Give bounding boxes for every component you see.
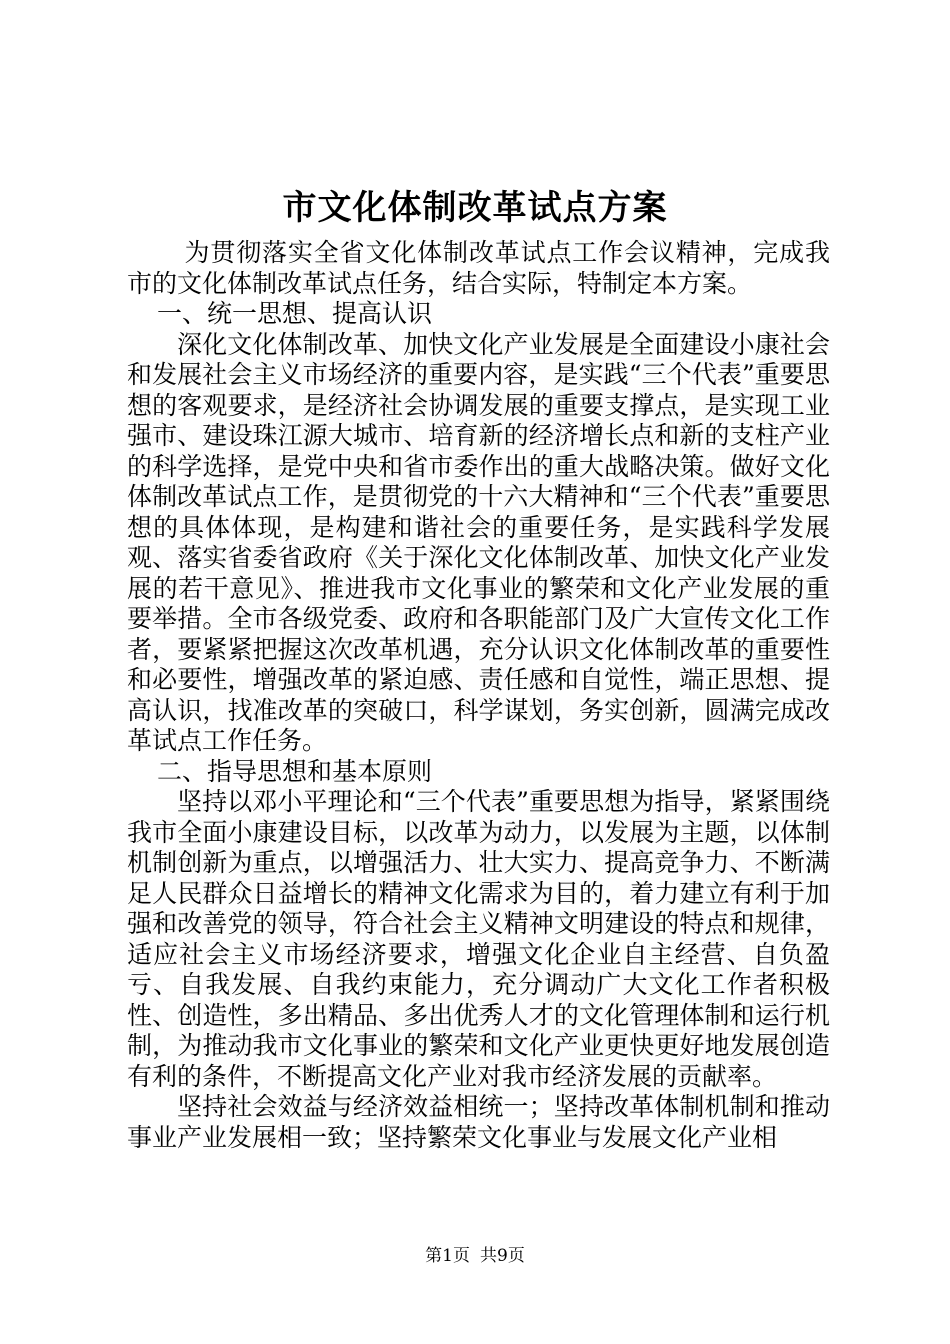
document-title: 市文化体制改革试点方案 bbox=[282, 188, 668, 228]
page-number: 第1页 bbox=[425, 1246, 470, 1266]
paragraph-principles: 坚持社会效益与经济效益相统一；坚持改革体制机制和推动事业产业发展相一致；坚持繁荣文化事业与发展文化产业相 bbox=[127, 1092, 830, 1152]
page-total: 共9页 bbox=[480, 1246, 525, 1266]
section-heading-1: 一、统一思想、提高认识 bbox=[157, 299, 433, 328]
paragraph-guiding-thought: 坚持以邓小平理论和“三个代表”重要思想为指导，紧紧围绕我市全面小康建设目标，以改革为动力，以发展为主题，以体制机制创新为重点，以增强活力、壮大实力、提高竞争力、不断满足人民群众日益增长的精神文化需求为目的，着力建立有利于加强和改善党的领导，符合社会主义精神文明建设的特点和规律，适应社会主义市场经济要求，增强文化企业自主经营、自负盈亏、自我发展、自我约束能力，充分调动广大文化工作者积极性、创造性，多出精品、多出优秀人才的文化管理体制和运行机制，为推动我市文化事业的繁荣和文化产业更快更好地发展创造有利的条件，不断提高文化产业对我市经济发展的贡献率。 bbox=[127, 787, 830, 1091]
paragraph-section-1: 深化文化体制改革、加快文化产业发展是全面建设小康社会和发展社会主义市场经济的重要内容，是实践“三个代表”重要思想的客观要求，是经济社会协调发展的重要支撑点，是实现工业强市、建设珠江源大城市、培育新的经济增长点和新的支柱产业的科学选择，是党中央和省市委作出的重大战略决策。做好文化体制改革试点工作，是贯彻党的十六大精神和“三个代表”重要思想的具体体现，是构建和谐社会的重要任务，是实践科学发展观、落实省委省政府《关于深化文化体制改革、加快文化产业发展的若干意见》、推进我市文化事业的繁荣和文化产业发展的重要举措。全市各级党委、政府和各职能部门及广大宣传文化工作者，要紧紧把握这次改革机遇，充分认识文化体制改革的重要性和必要性，增强改革的紧迫感、责任感和自觉性，端正思想、提高认识，找准改革的突破口，科学谋划，务实创新，圆满完成改革试点工作任务。 bbox=[127, 329, 830, 755]
document-body bbox=[127, 238, 830, 1153]
paragraph-intro: 为贯彻落实全省文化体制改革试点工作会议精神，完成我市的文化体制改革试点任务，结合实际，特制定本方案。 bbox=[127, 238, 830, 298]
section-heading-2: 二、指导思想和基本原则 bbox=[157, 756, 433, 786]
page-footer bbox=[0, 1244, 950, 1268]
